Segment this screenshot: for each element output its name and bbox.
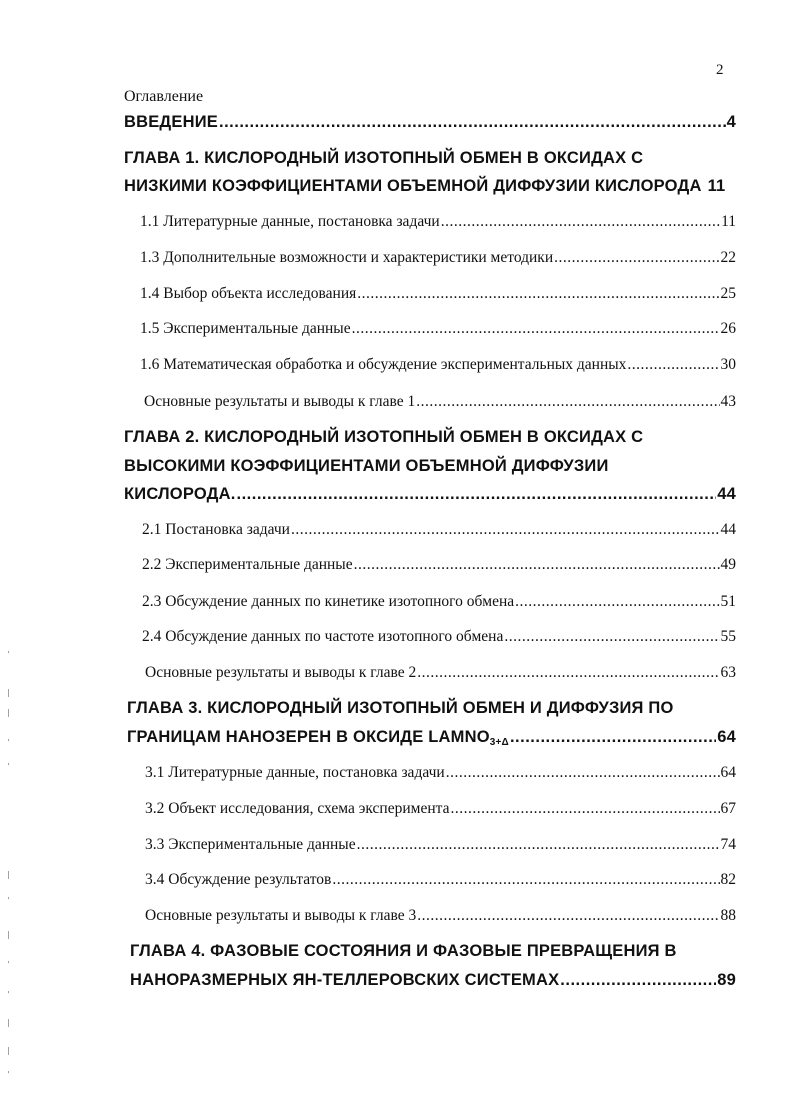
toc-entry-chapter-3[interactable] bbox=[127, 728, 736, 748]
scan-mark: ' bbox=[6, 896, 11, 905]
entry-title: Основные результаты и выводы к главе 1 bbox=[144, 393, 416, 410]
entry-title: 2.2 Экспериментальные данные bbox=[142, 556, 353, 573]
dot-leader bbox=[291, 521, 720, 539]
entry-title: 2.4 Обсуждение данных по частоте изотопного обмена bbox=[142, 628, 504, 645]
entry-title: 1.4 Выбор объекта исследования bbox=[140, 285, 357, 302]
page-number: 2 bbox=[716, 62, 724, 78]
dot-leader bbox=[417, 907, 719, 925]
entry-title: 2.3 Обсуждение данных по кинетике изотопного обмена bbox=[142, 593, 515, 610]
scan-mark: | bbox=[6, 1046, 11, 1055]
toc-entry-section-3-1[interactable] bbox=[145, 764, 736, 782]
scan-margin-marks bbox=[2, 650, 12, 1090]
dot-leader bbox=[554, 249, 719, 267]
dot-leader bbox=[417, 664, 719, 682]
entry-page: 43 bbox=[720, 393, 736, 410]
entry-page: 74 bbox=[720, 836, 736, 853]
scan-mark: | bbox=[6, 708, 11, 717]
toc-entry-section-2-3[interactable] bbox=[142, 593, 736, 611]
scan-mark: ' bbox=[6, 990, 11, 999]
toc-entry-section-3-3[interactable] bbox=[145, 836, 736, 854]
dot-leader bbox=[352, 320, 720, 338]
entry-title bbox=[127, 728, 509, 748]
entry-page: 64 bbox=[717, 728, 736, 746]
entry-title: 2.1 Постановка задачи bbox=[142, 521, 290, 538]
dot-leader bbox=[332, 871, 719, 889]
entry-page: 11 bbox=[707, 177, 726, 195]
entry-title: Основные результаты и выводы к главе 3 bbox=[145, 907, 417, 924]
entry-title: Основные результаты и выводы к главе 2 bbox=[145, 664, 417, 681]
chapter-1-title-line-1[interactable]: ГЛАВА 1. КИСЛОРОДНЫЙ ИЗОТОПНЫЙ ОБМЕН В ОКСИДАХ С bbox=[124, 149, 644, 167]
entry-page: 82 bbox=[720, 871, 736, 888]
scan-mark: ' bbox=[6, 738, 11, 747]
scan-mark: ' bbox=[6, 1070, 11, 1079]
toc-entry-section-1-1[interactable] bbox=[140, 213, 736, 231]
scan-mark: | bbox=[6, 870, 11, 879]
scan-mark: | bbox=[6, 688, 11, 697]
toc-entry-chapter-2[interactable] bbox=[124, 485, 736, 504]
dot-leader bbox=[627, 356, 719, 374]
toc-entry-introduction[interactable] bbox=[124, 113, 736, 132]
entry-page: 55 bbox=[720, 628, 736, 645]
entry-title: 1.3 Дополнительные возможности и характеристики методики bbox=[140, 249, 554, 266]
dot-leader bbox=[237, 485, 717, 504]
scan-mark: ' bbox=[6, 762, 11, 771]
dot-leader bbox=[560, 971, 716, 990]
formula-subscript: 3+Δ bbox=[489, 737, 509, 748]
toc-entry-chapter-2-conclusions[interactable] bbox=[145, 664, 736, 682]
entry-page: 63 bbox=[720, 664, 736, 681]
entry-title: 3.1 Литературные данные, постановка задачи bbox=[145, 764, 445, 781]
toc-entry-section-2-2[interactable] bbox=[142, 556, 736, 574]
toc-entry-chapter-4[interactable] bbox=[130, 971, 736, 990]
entry-page: 26 bbox=[720, 320, 736, 337]
entry-page: 51 bbox=[720, 593, 736, 610]
dot-leader bbox=[357, 836, 720, 854]
dot-leader bbox=[357, 285, 719, 303]
dot-leader bbox=[446, 764, 720, 782]
entry-title: 3.4 Обсуждение результатов bbox=[145, 871, 332, 888]
entry-page: 44 bbox=[720, 521, 736, 538]
entry-title: НАНОРАЗМЕРНЫХ ЯН-ТЕЛЛЕРОВСКИХ СИСТЕМАХ bbox=[130, 971, 560, 989]
scan-mark: | bbox=[6, 930, 11, 939]
entry-title: 1.5 Экспериментальные данные bbox=[140, 320, 351, 337]
dot-leader bbox=[219, 113, 726, 132]
dot-leader bbox=[510, 728, 716, 747]
toc-entry-section-1-6[interactable] bbox=[140, 356, 736, 374]
toc-entry-section-3-2[interactable] bbox=[145, 800, 736, 818]
entry-page: 11 bbox=[721, 213, 736, 230]
toc-entry-chapter-1[interactable] bbox=[124, 177, 736, 196]
toc-entry-chapter-1-conclusions[interactable] bbox=[144, 393, 736, 411]
entry-page: 88 bbox=[720, 907, 736, 924]
toc-entry-section-2-4[interactable] bbox=[142, 628, 736, 646]
toc-entry-section-3-4[interactable] bbox=[145, 871, 736, 889]
dot-leader bbox=[354, 556, 720, 574]
chapter-4-title-line-1[interactable]: ГЛАВА 4. ФАЗОВЫЕ СОСТОЯНИЯ И ФАЗОВЫЕ ПРЕВРАЩЕНИЯ В bbox=[130, 942, 677, 960]
toc-entry-section-1-4[interactable] bbox=[140, 285, 736, 303]
toc-heading: Оглавление bbox=[124, 88, 204, 105]
entry-page: 22 bbox=[720, 249, 736, 266]
dot-leader bbox=[515, 593, 719, 611]
entry-title: НИЗКИМИ КОЭФФИЦИЕНТАМИ ОБЪЕМНОЙ ДИФФУЗИИ КИСЛОРОДА bbox=[124, 177, 702, 195]
scan-mark: ' bbox=[6, 960, 11, 969]
chapter-2-title-line-2[interactable]: ВЫСОКИМИ КОЭФФИЦИЕНТАМИ ОБЪЕМНОЙ ДИФФУЗИИ bbox=[124, 457, 609, 475]
entry-title: КИСЛОРОДА. bbox=[124, 485, 236, 503]
dot-leader bbox=[504, 628, 719, 646]
entry-page: 4 bbox=[726, 113, 736, 131]
scan-mark: | bbox=[6, 1018, 11, 1027]
entry-page: 44 bbox=[717, 485, 736, 503]
entry-page: 64 bbox=[720, 764, 736, 781]
entry-title: 3.3 Экспериментальные данные bbox=[145, 836, 356, 853]
dot-leader bbox=[441, 213, 720, 231]
dot-leader bbox=[450, 800, 719, 818]
entry-title-text: ГРАНИЦАМ НАНОЗЕРЕН В ОКСИДЕ LAMNO bbox=[127, 728, 490, 746]
toc-entry-section-1-3[interactable] bbox=[140, 249, 736, 267]
entry-page: 67 bbox=[720, 800, 736, 817]
dot-leader bbox=[416, 393, 719, 411]
chapter-3-title-line-1[interactable]: ГЛАВА 3. КИСЛОРОДНЫЙ ИЗОТОПНЫЙ ОБМЕН И ДИФФУЗИЯ ПО bbox=[127, 699, 674, 717]
toc-entry-section-1-5[interactable] bbox=[140, 320, 736, 338]
entry-title: 3.2 Объект исследования, схема эксперимента bbox=[145, 800, 450, 817]
toc-entry-chapter-3-conclusions[interactable] bbox=[145, 907, 736, 925]
entry-page: 30 bbox=[720, 356, 736, 373]
toc-entry-section-2-1[interactable] bbox=[142, 521, 736, 539]
entry-page: 25 bbox=[720, 285, 736, 302]
chapter-2-title-line-1[interactable]: ГЛАВА 2. КИСЛОРОДНЫЙ ИЗОТОПНЫЙ ОБМЕН В ОКСИДАХ С bbox=[124, 428, 644, 446]
entry-title: 1.1 Литературные данные, постановка задачи bbox=[140, 213, 440, 230]
scan-mark: ' bbox=[6, 650, 11, 659]
entry-page: 89 bbox=[717, 971, 736, 989]
entry-title: 1.6 Математическая обработка и обсуждение экспериментальных данных bbox=[140, 356, 627, 373]
entry-title: ВВЕДЕНИЕ bbox=[124, 113, 218, 131]
entry-page: 49 bbox=[720, 556, 736, 573]
